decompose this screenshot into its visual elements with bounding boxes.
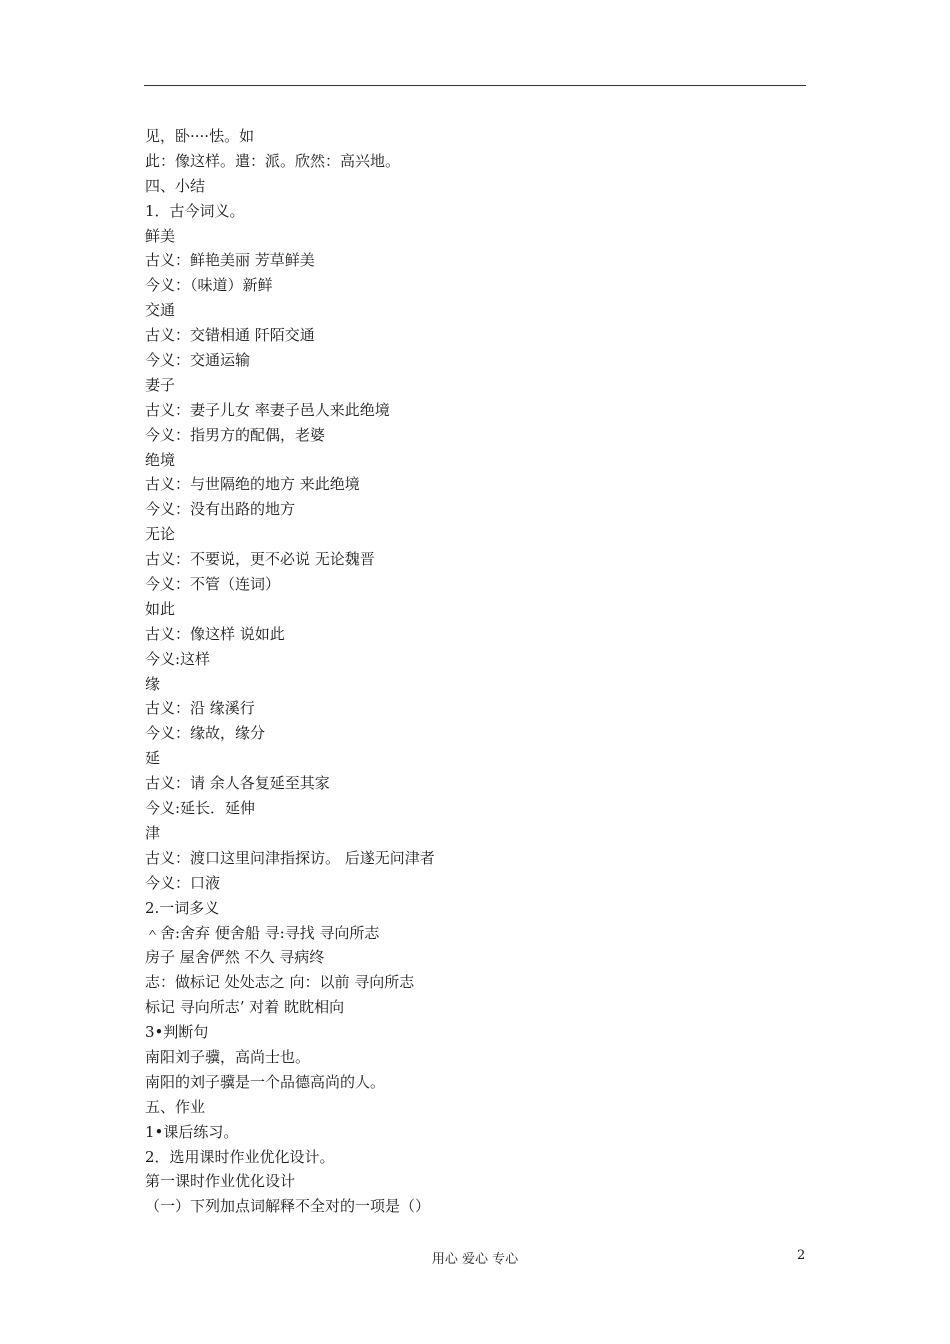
text-line: 3•判断句 [145,1023,209,1042]
text-line: 今义：口液 [145,873,221,892]
text-line: 志：做标记 处处志之 向：以前 寻向所志 [145,973,415,992]
text-line: 鲜美 [145,226,176,245]
text-line: 无论 [145,525,176,544]
text-line: 今义：（味道）新鲜 [145,276,273,295]
text-line: 五、作业 [145,1097,206,1116]
text-line: 绝境 [145,450,176,469]
text-line: 第一课时作业优化设计 [145,1172,296,1191]
text-line: 古义：请 余人各复延至其家 [145,774,330,793]
text-line: 今义：交通运输 [145,351,251,370]
text-line: 如此 [145,599,176,618]
text-line: 房子 屋舍俨然 不久 寻病终 [145,948,325,967]
text-line: 今义:这样 [145,649,211,668]
text-line: 四、小结 [145,176,206,195]
text-line: ＾舍:舍弃 便舍船 寻:寻找 寻向所志 [145,923,380,942]
text-line: 今义：没有出路的地方 [145,500,296,519]
text-line: 古义：沿 缘溪行 [145,699,255,718]
text-line: 妻子 [145,375,176,394]
text-line: 2．选用课时作业优化设计。 [145,1147,335,1166]
text-line: （一）下列加点词解释不全对的一项是（） [145,1197,431,1216]
text-line: 交通 [145,301,176,320]
footer-motto: 用心 爱心 专心 [431,1252,519,1267]
text-line: 古义：像这样 说如此 [145,624,285,643]
text-line: 1．古今词义。 [145,201,245,220]
text-line: 南阳的刘子骥是一个品德高尚的人。 [145,1072,386,1091]
text-line: 缘 [145,674,161,693]
text-line: 古义：不要说，更不必说 无论魏晋 [145,550,375,569]
text-line: 此：像这样。遣：派。欣然：高兴地。 [145,151,401,170]
text-line: 南阳刘子骥，高尚士也。 [145,1047,311,1066]
text-line: 古义：与世隔绝的地方 来此绝境 [145,475,360,494]
header-rule [144,85,806,86]
text-line: 见，卧····怯。如 [145,127,255,145]
text-line: 古义：妻子儿女 率妻子邑人来此绝境 [145,400,390,419]
text-line: 1•课后练习。 [145,1122,239,1141]
text-line: 标记 寻向所志’ 对着 眈眈相向 [145,998,345,1017]
text-line: 今义:延长．延伸 [145,799,256,818]
text-line: 古义：交错相通 阡陌交通 [145,326,315,345]
text-line: 津 [145,823,161,842]
text-line: 今义：不管（连词） [145,575,281,594]
text-line: 古义：鲜艳美丽 芳草鲜美 [145,251,315,270]
text-line: 今义：缘故，缘分 [145,724,266,743]
page-number: 2 [797,1248,806,1263]
text-line: 今义：指男方的配偶，老婆 [145,425,326,444]
text-line: 延 [145,749,161,768]
text-line: 古义：渡口这里问津指探访。 后遂无问津者 [145,848,435,867]
text-line: 2.一词多义 [145,898,220,917]
body-text [145,124,805,1219]
